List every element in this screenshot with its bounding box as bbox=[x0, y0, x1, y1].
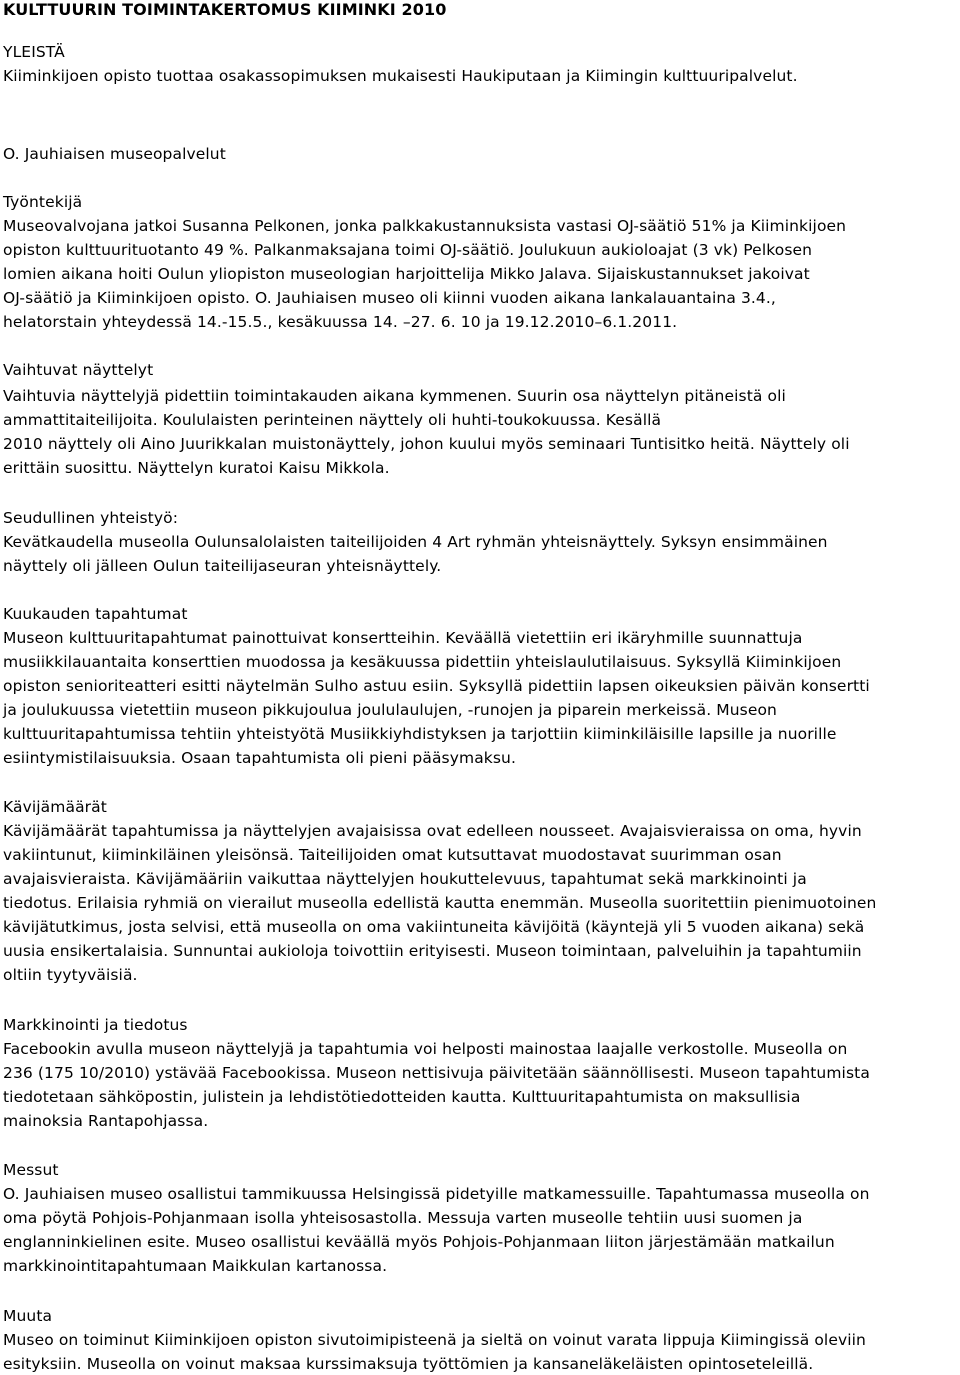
paragraph-line: ammattitaiteilijoita. Koululaisten perinteinen näyttely oli huhti-toukokuussa. Kesällä bbox=[3, 411, 662, 429]
paragraph-line: ja joulukuussa vietettiin museon pikkujoulua joululaulujen, -runojen ja piparein merkeissä. Museon bbox=[3, 701, 777, 719]
heading-museopalvelut: O. Jauhiaisen museopalvelut bbox=[3, 145, 226, 163]
paragraph-line: opiston senioriteatteri esitti näytelmän Sulho astuu esiin. Syksyllä pidettiin lapsen oikeuksien päivän konsertti bbox=[3, 677, 870, 695]
paragraph-line: Museovalvojana jatkoi Susanna Pelkonen, jonka palkkakustannuksista vastasi OJ-säätiö 51% ja Kiiminkijoen bbox=[3, 217, 847, 235]
paragraph-line: musiikkilauantaita konserttien muodossa ja kesäkuussa pidettiin yhteislaulutilaisuus. Syksyllä Kiiminkijoen bbox=[3, 653, 842, 671]
paragraph-line: oltiin tyytyväisiä. bbox=[3, 966, 138, 984]
paragraph-line: Kävijämäärät tapahtumissa ja näyttelyjen avajaisissa ovat edelleen nousseet. Avajaisvieraissa on oma, hyvin bbox=[3, 822, 862, 840]
paragraph-line: Museo on toiminut Kiiminkijoen opiston sivutoimipisteenä ja sieltä on voinut varata lippuja Kiimingissä oleviin bbox=[3, 1331, 866, 1349]
paragraph-line: englanninkielinen esite. Museo osallistui keväällä myös Pohjois-Pohjanmaan liiton järjestämään matkailun bbox=[3, 1233, 835, 1251]
paragraph-line: O. Jauhiaisen museo osallistui tammikuussa Helsingissä pidetyille matkamessuille. Tapahtumassa museolla on bbox=[3, 1185, 870, 1203]
heading-vaihtuvat-nayttelyt: Vaihtuvat näyttelyt bbox=[3, 361, 154, 379]
paragraph-line: esiintymistilaisuuksia. Osaan tapahtumista oli pieni pääsymaksu. bbox=[3, 749, 516, 767]
paragraph-line: opiston kulttuurituotanto 49 %. Palkanmaksajana toimi OJ-säätiö. Joulukuun aukioloajat (3 vk) Pelkosen bbox=[3, 241, 813, 259]
paragraph-line: mainoksia Rantapohjassa. bbox=[3, 1112, 209, 1130]
paragraph-line: markkinointitapahtumaan Maikkulan kartanossa. bbox=[3, 1257, 388, 1275]
paragraph-line: 236 (175 10/2010) ystävää Facebookissa. Museon nettisivuja päivitetään säännöllisesti. Museon tapahtumista bbox=[3, 1064, 870, 1082]
heading-yleista: YLEISTÄ bbox=[3, 43, 65, 61]
paragraph-line: Kevätkaudella museolla Oulunsalolaisten taiteilijoiden 4 Art ryhmän yhteisnäyttely. Syksyn ensimmäinen bbox=[3, 533, 828, 551]
paragraph-line: Museon kulttuuritapahtumat painottuivat konsertteihin. Keväällä vietettiin eri ikäryhmille suunnattuja bbox=[3, 629, 803, 647]
document-title: KULTTUURIN TOIMINTAKERTOMUS KIIMINKI 2010 bbox=[3, 0, 447, 19]
paragraph-line: kävijätutkimus, josta selvisi, että museolla on oma vakiintuneita kävijöitä (käyntejä yli 5 vuoden aikana) sekä bbox=[3, 918, 865, 936]
heading-muuta: Muuta bbox=[3, 1307, 53, 1325]
paragraph-line: 2010 näyttely oli Aino Juurikkalan muistonäyttely, johon kuului myös seminaari Tuntisitko heitä. Näyttely oli bbox=[3, 435, 850, 453]
paragraph-line: näyttely oli jälleen Oulun taiteilijaseuran yhteisnäyttely. bbox=[3, 557, 442, 575]
heading-markkinointi-ja-tiedotus: Markkinointi ja tiedotus bbox=[3, 1016, 188, 1034]
heading-seudullinen-yhteistyo: Seudullinen yhteistyö: bbox=[3, 509, 179, 527]
heading-kavijamaarat: Kävijämäärät bbox=[3, 798, 107, 816]
paragraph-line: erittäin suosittu. Näyttelyn kuratoi Kaisu Mikkola. bbox=[3, 459, 390, 477]
paragraph-line: Vaihtuvia näyttelyjä pidettiin toimintakauden aikana kymmenen. Suurin osa näyttelyn pitäneistä oli bbox=[3, 387, 786, 405]
heading-kuukauden-tapahtumat: Kuukauden tapahtumat bbox=[3, 605, 188, 623]
paragraph-line: kulttuuritapahtumissa tehtiin yhteistyötä Musiikkiyhdistyksen ja tarjottiin kiiminkiläisille lapsille ja nuorille bbox=[3, 725, 837, 743]
paragraph-line: lomien aikana hoiti Oulun yliopiston museologian harjoittelija Mikko Jalava. Sijaiskustannukset jakoivat bbox=[3, 265, 810, 283]
paragraph-line: OJ-säätiö ja Kiiminkijoen opisto. O. Jauhiaisen museo oli kiinni vuoden aikana lankalauantaina 3.4., bbox=[3, 289, 776, 307]
heading-messut: Messut bbox=[3, 1161, 59, 1179]
paragraph-line: avajaisvieraista. Kävijämääriin vaikuttaa näyttelyjen houkuttelevuus, tapahtumat sekä markkinointi ja bbox=[3, 870, 807, 888]
paragraph-line: tiedotetaan sähköpostin, julistein ja lehdistötiedotteiden kautta. Kulttuuritapahtumista on maksullisia bbox=[3, 1088, 801, 1106]
paragraph-line: esityksiin. Museolla on voinut maksaa kurssimaksuja työttömien ja kansaneläkeläisten opintoseteleillä. bbox=[3, 1355, 814, 1373]
paragraph-line: Kiiminkijoen opisto tuottaa osakassopimuksen mukaisesti Haukiputaan ja Kiimingin kulttuuripalvelut. bbox=[3, 67, 798, 85]
paragraph-line: oma pöytä Pohjois-Pohjanmaan isolla yhteisosastolla. Messuja varten museolle tehtiin uusi suomen ja bbox=[3, 1209, 803, 1227]
paragraph-line: Facebookin avulla museon näyttelyjä ja tapahtumia voi helposti mainostaa laajalle verkostolle. Museolla on bbox=[3, 1040, 848, 1058]
paragraph-line: tiedotus. Erilaisia ryhmiä on vierailut museolla edellistä kautta enemmän. Museolla suoritettiin pienimuotoinen bbox=[3, 894, 877, 912]
heading-tyontekija: Työntekijä bbox=[3, 193, 83, 211]
paragraph-line: helatorstain yhteydessä 14.-15.5., kesäkuussa 14. –27. 6. 10 ja 19.12.2010–6.1.2011. bbox=[3, 313, 678, 331]
paragraph-line: uusia ensikertalaisia. Sunnuntai aukioloja toivottiin erityisesti. Museon toimintaan, palveluihin ja tapahtumiin bbox=[3, 942, 862, 960]
paragraph-line: vakiintunut, kiiminkiläinen yleisönsä. Taiteilijoiden omat kutsuttavat muodostavat suurimman osan bbox=[3, 846, 782, 864]
